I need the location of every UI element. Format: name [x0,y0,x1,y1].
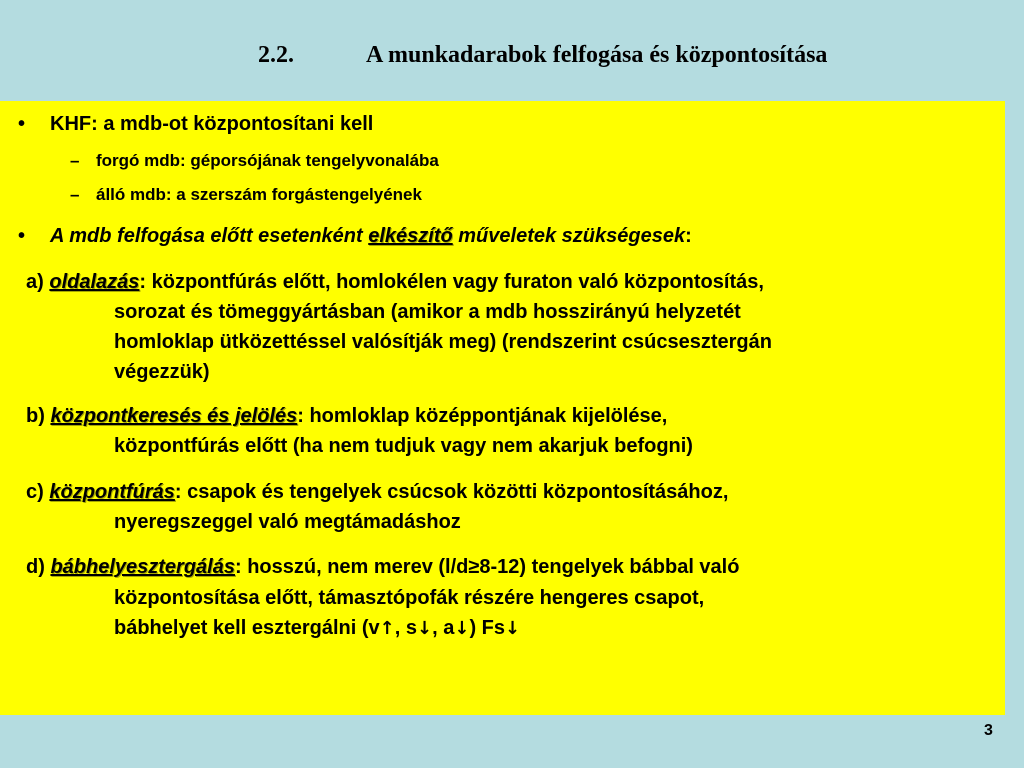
item-d-prefix: d) [26,556,45,578]
section-number: 2.2. [258,42,294,68]
item-a-line4: végezzük) [114,361,210,383]
item-c-prefix: c) [26,481,44,503]
bullet-colon: : [685,225,692,247]
slide-title [0,42,1024,78]
item-b-prefix: b) [26,405,45,427]
item-c-line2: nyeregszeggel való megtámadáshoz [114,511,461,533]
bullet-text-post: műveletek szükségesek [458,225,686,247]
item-a-text1: : központfúrás előtt, homlokélen vagy furaton való központosítás, [139,271,764,293]
item-d-a: a [443,617,455,639]
item-d-text3b: ) Fs [469,617,505,639]
item-c-text1: : csapok és tengelyek csúcsok közötti központosításához, [174,481,729,503]
item-b-line2: központfúrás előtt (ha nem tudjuk vagy nem akarjuk befogni) [114,435,693,457]
separator: , [432,617,444,639]
item-b-text1: : homloklap középpontjának kijelölése, [297,405,668,427]
page-number: 3 [984,722,993,739]
bullet-text: KHF: a mdb-ot központosítani kell [50,113,374,135]
item-d-line3 [114,617,520,640]
item-d-line2: központosítása előtt, támasztópofák részére hengeres csapot, [114,587,705,609]
item-d-text1: : hosszú, nem merev (l/d≥8-12) tengelyek bábbal való [234,556,740,578]
item-a-prefix: a) [26,271,44,293]
item-a-line3: homloklap ütközettéssel valósítják meg) (rendszerint csúcsesztergán [114,331,772,353]
item-b-term: központkeresés és jelölés [50,405,298,427]
sub-item-text: álló mdb: a szerszám forgástengelyének [96,185,422,204]
item-c-line1 [26,481,728,504]
item-a-line1 [26,271,764,294]
bullet-marker: • [18,225,26,247]
dash-marker: – [70,151,80,170]
section-title: A munkadarabok felfogása és központosítása [366,42,828,68]
sub-item-text: forgó mdb: géporsójának tengelyvonalába [96,151,439,170]
highlight-elkeszito: elkészítő [368,225,453,247]
item-d-term: bábhelyesztergálás [50,556,235,578]
item-a-term: oldalazás [49,271,140,293]
arrow-down-icon: ↓ [454,618,470,639]
bullet-text [50,225,692,248]
item-d-text3a: bábhelyet kell esztergálni (v [114,617,380,639]
dash-marker: – [70,185,80,204]
content-panel [0,101,1005,715]
arrow-down-icon: ↓ [417,618,433,639]
item-b-line1 [26,405,667,428]
item-a-line2: sorozat és tömeggyártásban (amikor a mdb hosszirányú helyzetét [114,301,741,323]
arrow-down-icon: ↓ [505,618,521,639]
item-d-s: s [405,617,417,639]
bullet-text-pre: A mdb felfogása előtt esetenként [50,225,363,247]
item-d-line1 [26,556,739,579]
arrow-up-icon: ↑ [379,618,395,639]
bullet-marker: • [18,113,26,135]
separator: , [394,617,406,639]
item-c-term: központfúrás [49,481,175,503]
